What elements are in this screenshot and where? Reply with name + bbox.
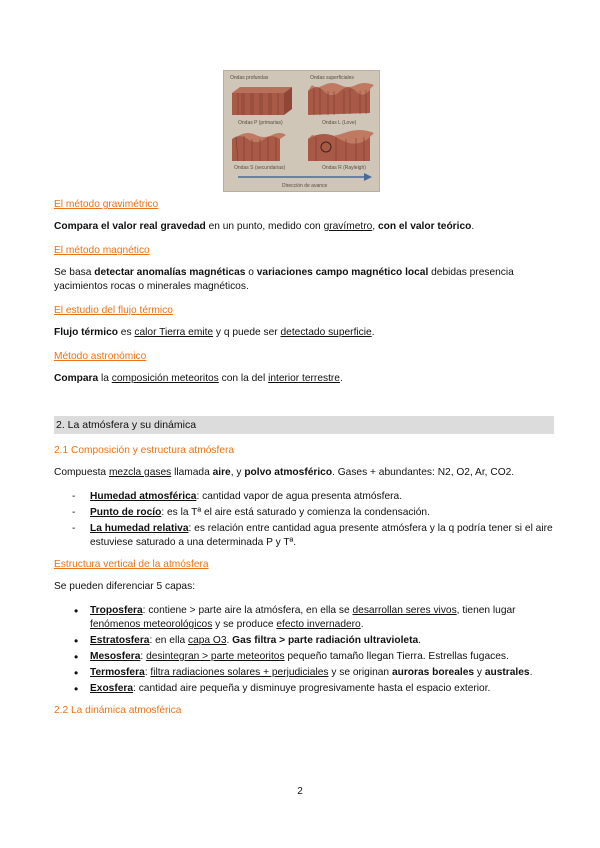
list-item-termosfera: • Termosfera: filtra radiaciones solares + perjudiciales y se originan auroras boreales y australes. [90,666,554,680]
astronomic-text: Compara la composición meteoritos con la del interior terrestre. [54,373,343,384]
list-item-mesosfera: • Mesosfera: desintegran > parte meteoritos pequeño tamaño llegan Tierra. Estrellas fugaces. [90,650,554,664]
surface-waves-label: Ondas superficiales [310,75,354,81]
gravimetric-text: Compara el valor real gravedad en un punto, medido con gravímetro, con el valor teórico. [54,221,475,232]
composition-text: Compuesta mezcla gases llamada aire, y polvo atmosférico. Gases + abundantes: N2, O2, Ar, CO2. [54,467,515,478]
vertical-structure-title: Estructura vertical de la atmósfera [54,559,209,570]
magnetic-text: Se basa detectar anomalías magnéticas o variaciones campo magnético local debidas presencia yacimientos rocas o minerales magnéticos. [54,267,514,292]
l-wave-label: Ondas L (Love) [322,120,357,126]
humidity-list [54,490,554,550]
s-wave-block [232,133,286,161]
list-item-estratosfera: • Estratosfera: en ella capa O3. Gas filtra > parte radiación ultravioleta. [90,634,554,648]
l-wave-block [308,83,374,115]
gravimetric-title: El método gravimétrico [54,199,159,210]
section-2-2-title: 2.2 La dinámica atmosférica [54,705,182,716]
list-item: - Humedad atmosférica: cantidad vapor de agua presenta atmósfera. [90,490,554,504]
s-wave-label: Ondas S (secundarias) [234,165,286,171]
list-item-exosfera: • Exosfera: cantidad aire pequeña y disminuye progresivamente hasta el espacio exterior. [90,682,554,696]
thermal-title: El estudio del flujo térmico [54,305,173,316]
list-item: - La humedad relativa: es relación entre cantidad agua presente atmósfera y la q podría tener si el aire estuviese saturado a una determinada P y Tª. [90,522,554,550]
magnetic-title: El método magnético [54,245,150,256]
list-item-troposfera: • Troposfera: contiene > parte aire la atmósfera, en ella se desarrollan seres vivos, tienen lugar fenómenos meteorológicos y se produce efecto invernadero. [90,604,554,632]
section-2-1-title: 2.1 Composición y estructura atmósfera [54,445,235,456]
layers-intro: Se pueden diferenciar 5 capas: [54,581,196,592]
document-body [54,198,554,726]
p-wave-block [232,87,292,115]
astronomic-title: Método astronómico [54,351,147,362]
layers-list [54,604,554,696]
direction-label: Dirección de avance [282,183,328,189]
section-2-heading: 2. La atmósfera y su dinámica [54,416,554,434]
list-item: - Punto de rocío: es la Tª el aire está saturado y comienza la condensación. [90,506,554,520]
thermal-text: Flujo térmico es calor Tierra emite y q puede ser detectado superficie. [54,327,375,338]
deep-waves-label: Ondas profundas [230,75,269,81]
seismic-waves-photo [223,70,380,192]
r-wave-label: Ondas R (Rayleigh) [322,165,366,171]
page-number: 2 [297,786,303,797]
p-wave-label: Ondas P (primarias) [238,120,283,126]
